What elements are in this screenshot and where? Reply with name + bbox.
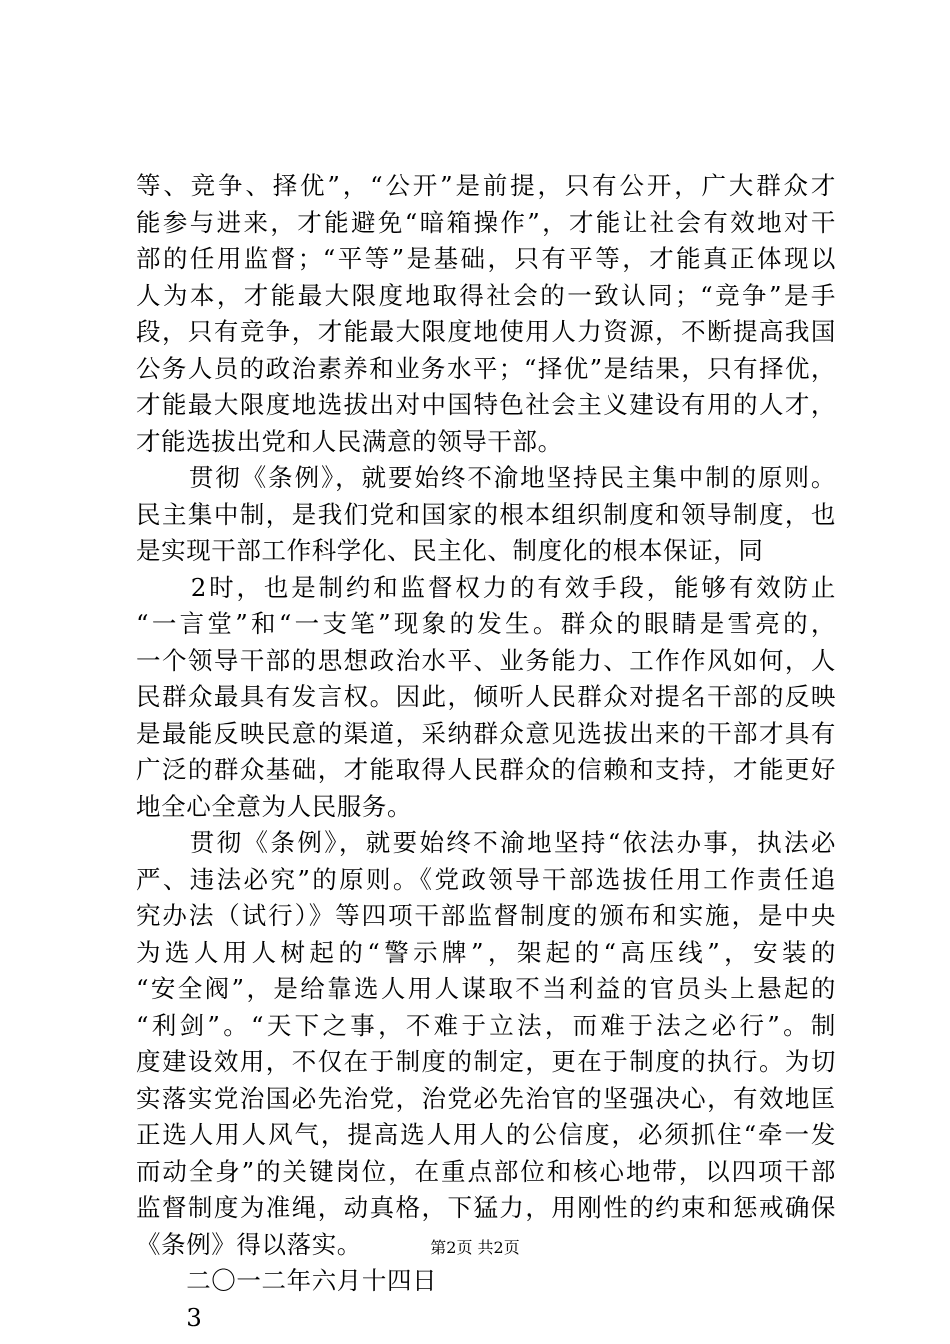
text-line: 严、违法必究”的原则。《党政领导干部选拔任用工作责任追 [136,864,836,894]
text-line: 监督制度为准绳，动真格，下猛力，用刚性的约束和惩戒确保 [136,1193,836,1222]
text-line: 究办法（试行）》等四项干部监督制度的颁布和实施，是中央 [136,901,836,930]
text-line: 部的任用监督；“平等”是基础，只有平等，才能真正体现以 [136,244,836,273]
text-line: 《条例》得以落实。 [136,1229,362,1259]
text-line: 地全心全意为人民服务。 [136,791,413,821]
text-line: “利剑”。“天下之事，不难于立法，而难于法之必行”。制 [136,1010,836,1040]
text-line: “安全阀”，是给靠选人用人谋取不当利益的官员头上悬起的 [136,974,836,1003]
text-line: 2时，也是制约和监督权力的有效手段，能够有效防止 [136,572,836,602]
text-line: 广泛的群众基础，才能取得人民群众的信赖和支持，才能更好 [136,755,836,784]
text-line: 3 [136,1302,203,1332]
text-line: 是实现干部工作科学化、民主化、制度化的根本保证，同 [136,536,764,565]
text-line: 人为本，才能最大限度地取得社会的一致认同；“竞争”是手 [136,280,836,310]
text-line: 而动全身”的关键岗位，在重点部位和核心地带，以四项干部 [136,1156,836,1186]
text-line: 能参与进来，才能避免“暗箱操作”，才能让社会有效地对干 [136,207,836,237]
body-text [136,168,836,1336]
page-footer: 第2页 共2页 [430,1238,520,1257]
text-line: 是最能反映民意的渠道，采纳群众意见选拔出来的干部才具有 [136,718,836,748]
text-line: 段，只有竞争，才能最大限度地使用人力资源，不断提高我国 [136,317,836,346]
text-line: 度建设效用，不仅在于制度的制定，更在于制度的执行。为切 [136,1047,836,1076]
text-line: 民群众最具有发言权。因此，倾听人民群众对提名干部的反映 [136,682,836,711]
text-line: 才能选拔出党和人民满意的领导干部。 [136,426,563,456]
text-line: “一言堂”和“一支笔”现象的发生。群众的眼睛是雪亮的， [136,609,836,638]
text-line: 公务人员的政治素养和业务水平；“择优”是结果，只有择优， [136,353,836,383]
text-line: 贯彻《条例》，就要始终不渝地坚持民主集中制的原则。 [136,463,836,492]
text-line: 正选人用人风气，提高选人用人的公信度，必须抓住“牵一发 [136,1120,836,1149]
text-line: 为选人用人树起的“警示牌”，架起的“高压线”，安装的 [136,937,836,967]
text-line: 等、竞争、择优”，“公开”是前提，只有公开，广大群众才 [136,171,836,200]
text-line: 贯彻《条例》，就要始终不渝地坚持“依法办事，执法必 [136,828,836,857]
text-line: 才能最大限度地选拔出对中国特色社会主义建设有用的人才， [136,390,836,419]
text-line: 实落实党治国必先治党，治党必先治官的坚强决心，有效地匡 [136,1083,836,1113]
text-line: 民主集中制，是我们党和国家的根本组织制度和领导制度，也 [136,499,836,529]
text-line: 一个领导干部的思想政治水平、业务能力、工作作风如何，人 [136,645,836,675]
text-line: 二〇一二年六月十四日 [136,1266,438,1295]
